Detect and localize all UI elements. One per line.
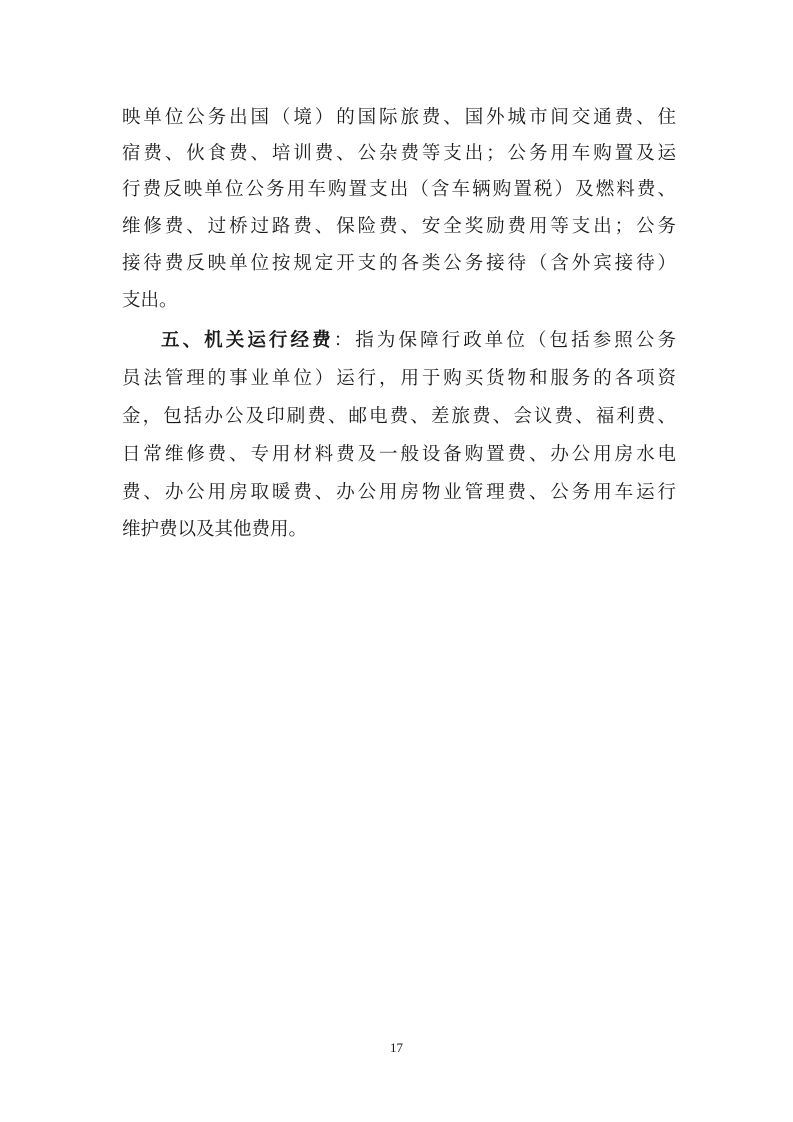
paragraph-1-line-1: 映单位公务出国（境）的国际旅费、国外城市间交通费、住 bbox=[122, 107, 676, 128]
paragraph-2-line-1-text: ：指为保障行政单位（包括参照公务 bbox=[333, 330, 676, 351]
page-number: 17 bbox=[390, 1040, 403, 1055]
paragraph-1-line-6: 支出。 bbox=[122, 290, 178, 311]
paragraph-1-line-4: 维修费、过桥过路费、保险费、安全奖励费用等支出；公务 bbox=[122, 216, 676, 237]
paragraph-1-line-2: 宿费、伙食费、培训费、公杂费等支出；公务用车购置及运 bbox=[122, 143, 676, 164]
paragraph-1-line-5: 接待费反映单位按规定开支的各类公务接待（含外宾接待） bbox=[122, 253, 676, 274]
paragraph-1-line-3: 行费反映单位公务用车购置支出（含车辆购置税）及燃料费、 bbox=[122, 179, 676, 200]
paragraph-2-line-6: 维护费以及其他费用。 bbox=[122, 519, 308, 540]
section-heading: 五、机关运行经费 bbox=[161, 330, 334, 351]
paragraph-2-line-5: 费、办公用房取暖费、办公用房物业管理费、公务用车运行 bbox=[122, 482, 676, 503]
paragraph-2-line-3: 金，包括办公及印刷费、邮电费、差旅费、会议费、福利费、 bbox=[122, 406, 676, 427]
paragraph-2-line-4: 日常维修费、专用材料费及一般设备购置费、办公用房水电 bbox=[122, 444, 676, 465]
paragraph-2-line-1 bbox=[161, 323, 676, 359]
paragraph-2-line-2: 员法管理的事业单位）运行，用于购买货物和服务的各项资 bbox=[122, 368, 676, 389]
